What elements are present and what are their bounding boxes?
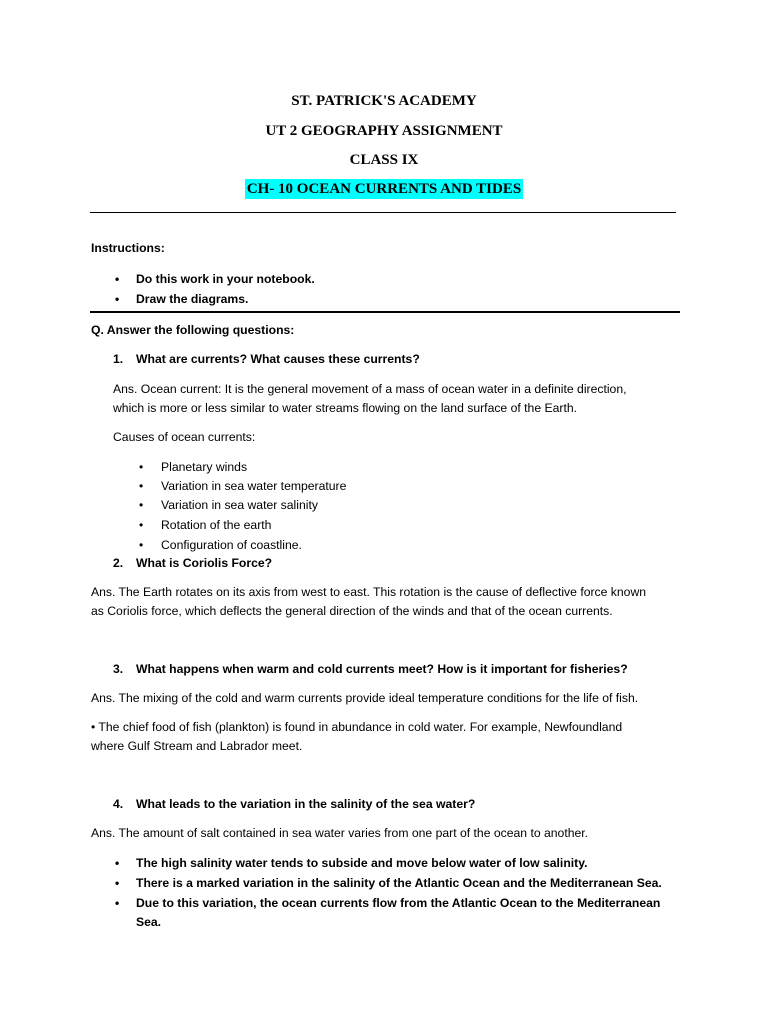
answer-line: Ans. The mixing of the cold and warm currents provide ideal temperature conditions for the life of fish. xyxy=(91,691,639,705)
instructions-label: Instructions: xyxy=(91,241,165,255)
bullet-icon: • xyxy=(115,856,120,870)
answer-line: which is more or less similar to water streams flowing on the land surface of the Earth. xyxy=(113,401,577,415)
bullet-icon: • xyxy=(115,876,120,890)
school-name: ST. PATRICK'S ACADEMY xyxy=(291,93,477,109)
bullet-icon: • xyxy=(115,292,120,306)
list-item: The high salinity water tends to subside and move below water of low salinity. xyxy=(136,856,588,870)
answer-line: Ans. Ocean current: It is the general movement of a mass of ocean water in a definite direction, xyxy=(113,382,627,396)
bullet-icon: • xyxy=(115,272,120,286)
divider-line xyxy=(90,212,676,214)
bullet-icon: • xyxy=(139,498,144,512)
questions-heading: Q. Answer the following questions: xyxy=(91,323,295,337)
question-number: 2. xyxy=(113,556,124,570)
question-number: 3. xyxy=(113,662,124,676)
chapter-highlight: CH- 10 OCEAN CURRENTS AND TIDES xyxy=(246,181,522,197)
class-label: CLASS IX xyxy=(349,152,419,168)
answer-line: Ans. The amount of salt contained in sea water varies from one part of the ocean to another. xyxy=(91,826,589,840)
bullet-icon: • xyxy=(139,538,144,552)
list-item: Variation in sea water temperature xyxy=(161,479,347,493)
bullet-icon: • xyxy=(139,479,144,493)
list-item: Due to this variation, the ocean currents flow from the Atlantic Ocean to the Mediterranean xyxy=(136,896,661,910)
chapter-title xyxy=(0,181,768,198)
assignment-title: UT 2 GEOGRAPHY ASSIGNMENT xyxy=(265,123,503,139)
instruction-item: Draw the diagrams. xyxy=(136,292,249,306)
question-text: What leads to the variation in the salinity of the sea water? xyxy=(136,797,476,811)
list-item: Variation in sea water salinity xyxy=(161,498,318,512)
question-text: What is Coriolis Force? xyxy=(136,556,273,570)
question-text: What happens when warm and cold currents meet? How is it important for fisheries? xyxy=(136,662,628,676)
bullet-icon: • xyxy=(139,518,144,532)
answer-line: where Gulf Stream and Labrador meet. xyxy=(91,739,303,753)
answer-line: • The chief food of fish (plankton) is found in abundance in cold water. For example, Newfoundland xyxy=(91,720,623,734)
list-item-continuation: Sea. xyxy=(136,915,162,929)
instruction-item: Do this work in your notebook. xyxy=(136,272,315,286)
list-item: Rotation of the earth xyxy=(161,518,272,532)
question-text: What are currents? What causes these currents? xyxy=(136,352,420,366)
answer-line: as Coriolis force, which deflects the general direction of the winds and that of the ocean currents. xyxy=(91,604,613,618)
answer-line: Ans. The Earth rotates on its axis from west to east. This rotation is the cause of deflective force known xyxy=(91,585,647,599)
list-item: Configuration of coastline. xyxy=(161,538,302,552)
causes-label: Causes of ocean currents: xyxy=(113,430,256,444)
bullet-icon: • xyxy=(115,896,120,910)
list-item: There is a marked variation in the salinity of the Atlantic Ocean and the Mediterranean Sea. xyxy=(136,876,662,890)
list-item: Planetary winds xyxy=(161,460,248,474)
section-divider xyxy=(90,311,680,313)
question-number: 1. xyxy=(113,352,124,366)
question-number: 4. xyxy=(113,797,124,811)
bullet-icon: • xyxy=(139,460,144,474)
